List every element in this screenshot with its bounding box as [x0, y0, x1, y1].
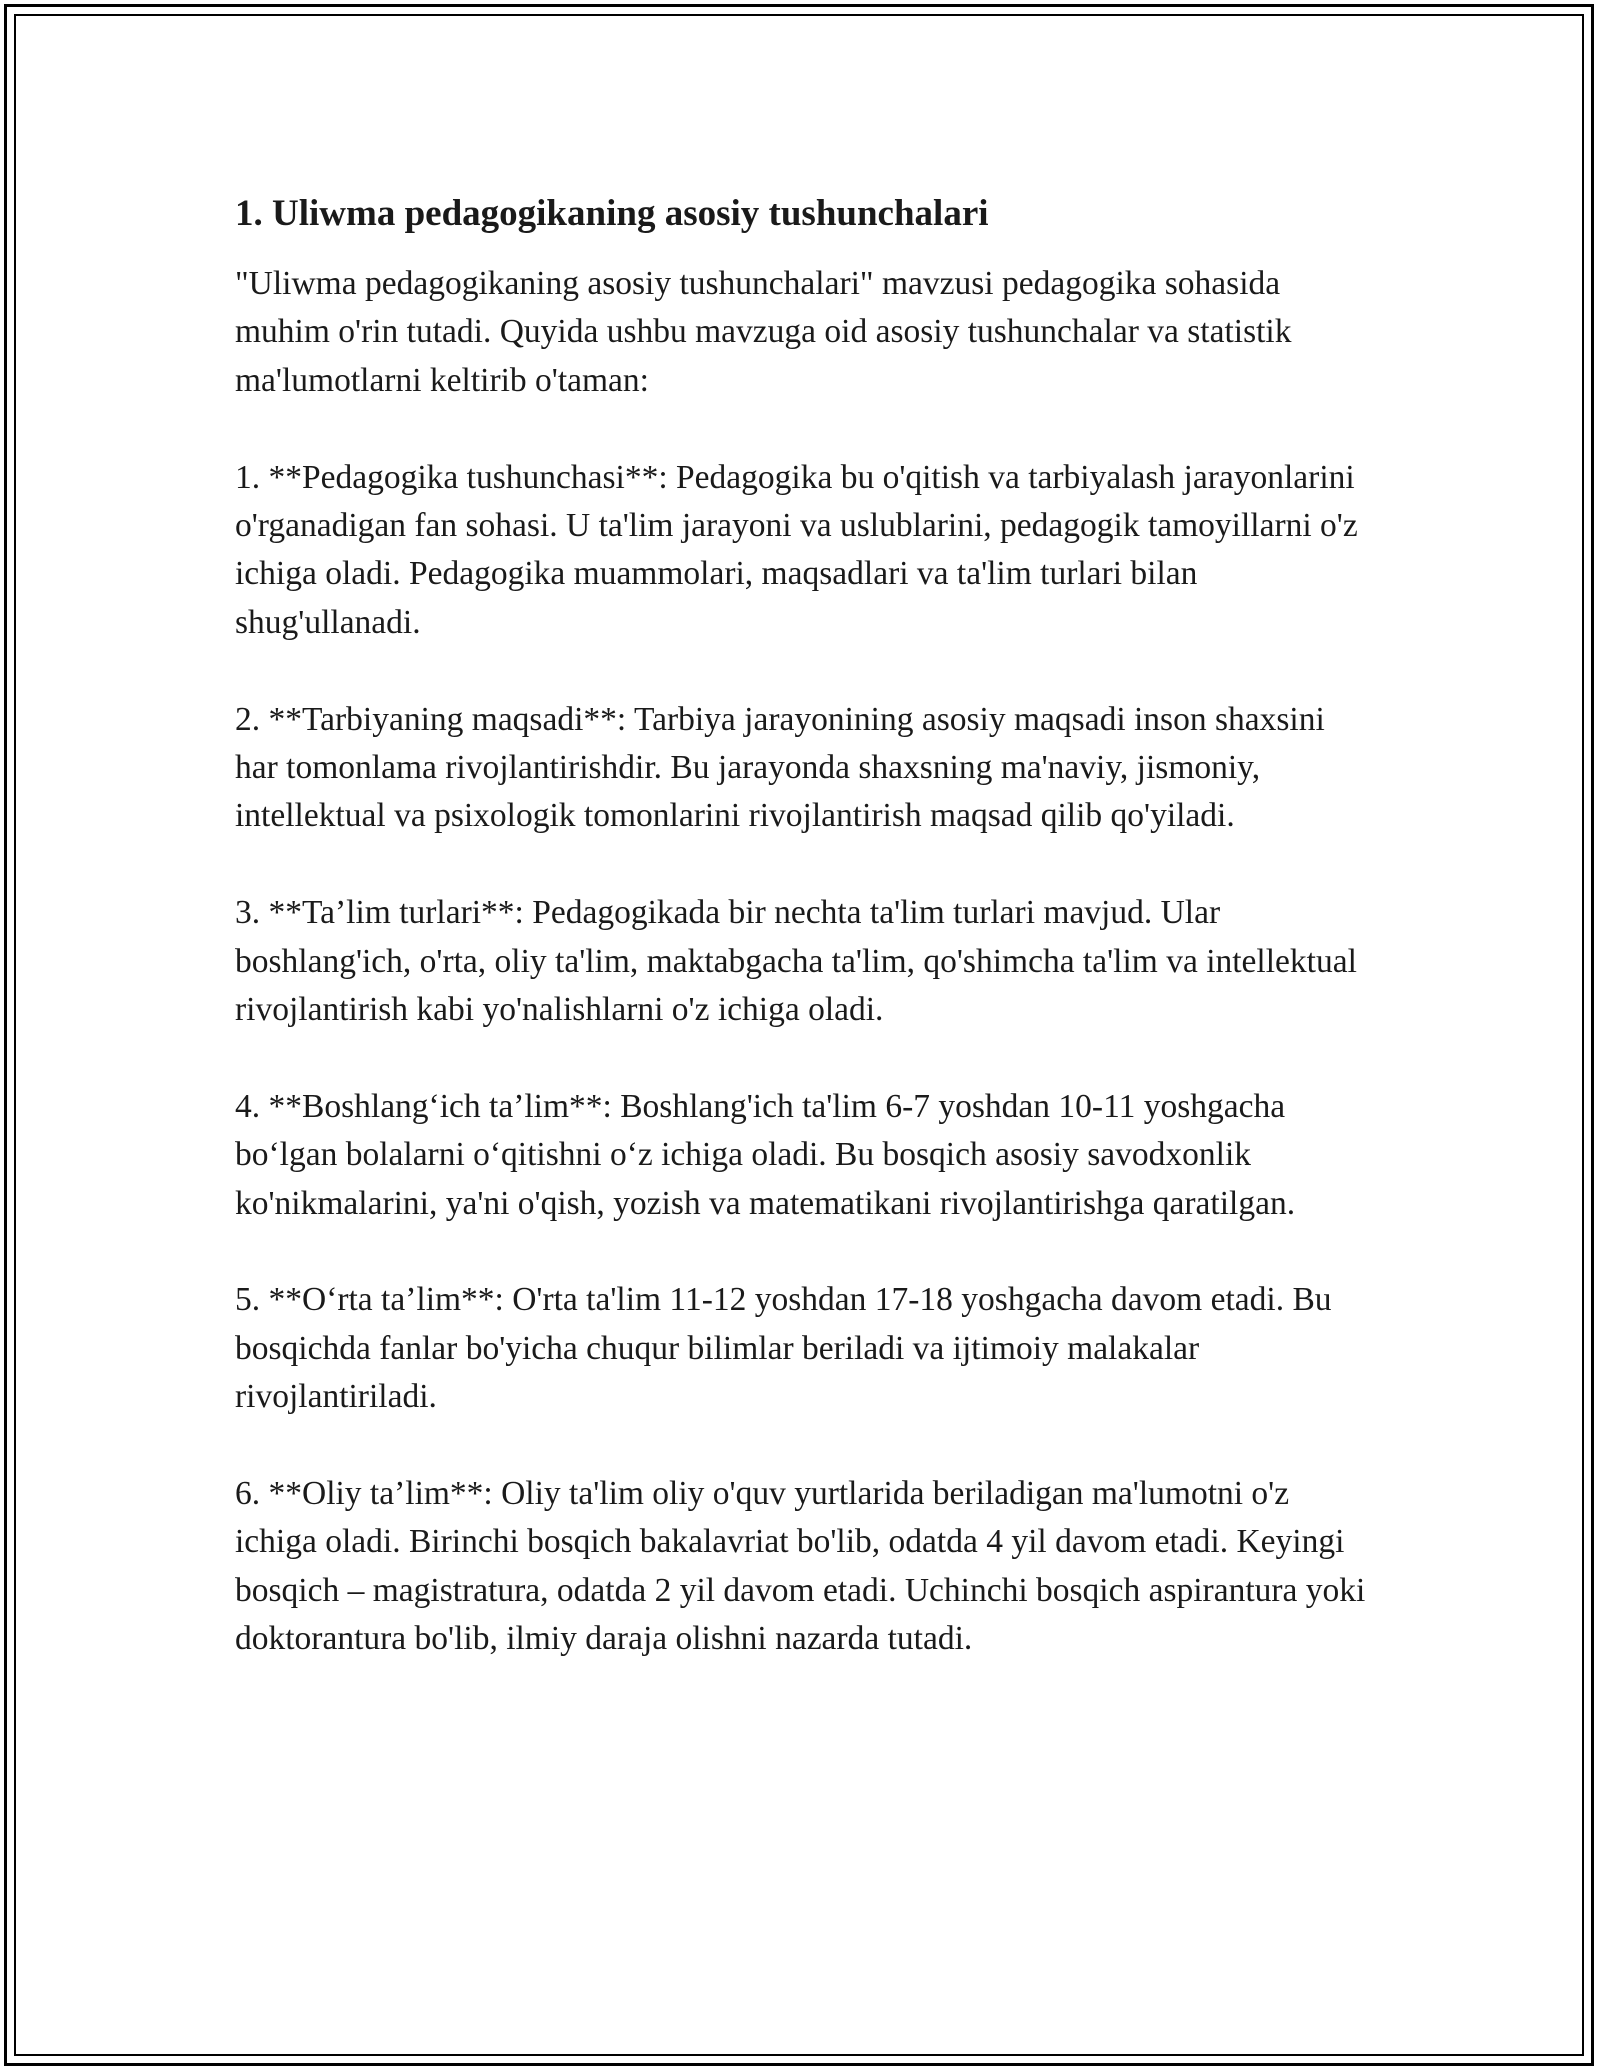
- document-title: 1. Uliwma pedagogikaning asosiy tushunchalari: [235, 193, 989, 234]
- item-tarbiyaning-maqsadi: 2. **Tarbiyaning maqsadi**: Tarbiya jarayonining asosiy maqsadi inson shaxsini har tomonlama rivojlantirishdir. Bu jarayonda shaxsning ma'naviy, jismoniy, intellektual va psixologik tomonlarini rivojlantirish maqsad qilib qo'yiladi.: [235, 700, 1325, 835]
- item-boshlangich-talim: 4. **Boshlang‘ich ta’lim**: Boshlang'ich ta'lim 6-7 yoshdan 10-11 yoshgacha bo‘lgan bolalarni o‘qitishni o‘z ichiga oladi. Bu bosqich asosiy savodxonlik ko'nikmalarini, ya'ni o'qish, yozish va matematikani rivojlantirishga qaratilgan.: [235, 1087, 1296, 1222]
- document-body: [235, 188, 1370, 1712]
- item-orta-talim: 5. **O‘rta ta’lim**: O'rta ta'lim 11-12 yoshdan 17-18 yoshgacha davom etadi. Bu bosqichda fanlar bo'yicha chuqur bilimlar beriladi va ijtimoiy malakalar rivojlantiriladi.: [235, 1281, 1332, 1416]
- item-pedagogika-tushunchasi: 1. **Pedagogika tushunchasi**: Pedagogika bu o'qitish va tarbiyalash jarayonlarini o'rganadigan fan sohasi. U ta'lim jarayoni va uslublarini, pedagogik tamoyillarni o'z ichiga oladi. Pedagogika muammolari, maqsadlari va ta'lim turlari bilan shug'ullanadi.: [235, 458, 1358, 641]
- item-talim-turlari: 3. **Ta’lim turlari**: Pedagogikada bir nechta ta'lim turlari mavjud. Ular boshlang'ich, o'rta, oliy ta'lim, maktabgacha ta'lim, qo'shimcha ta'lim va intellektual rivojlantirish kabi yo'nalishlarni o'z ichiga oladi.: [235, 894, 1357, 1029]
- item-oliy-talim: 6. **Oliy ta’lim**: Oliy ta'lim oliy o'quv yurtlarida beriladigan ma'lumotni o'z ichiga oladi. Birinchi bosqich bakalavriat bo'lib, odatda 4 yil davom etadi. Keyingi bosqich – magistratura, odatda 2 yil davom etadi. Uchinchi bosqich aspirantura yoki doktorantura bo'lib, ilmiy daraja olishni nazarda tutadi.: [235, 1475, 1366, 1658]
- intro-paragraph: "Uliwma pedagogikaning asosiy tushunchalari" mavzusi pedagogika sohasida muhim o'rin tutadi. Quyida ushbu mavzuga oid asosiy tushunchalar va statistik ma'lumotlarni keltirib o'taman:: [235, 265, 1292, 399]
